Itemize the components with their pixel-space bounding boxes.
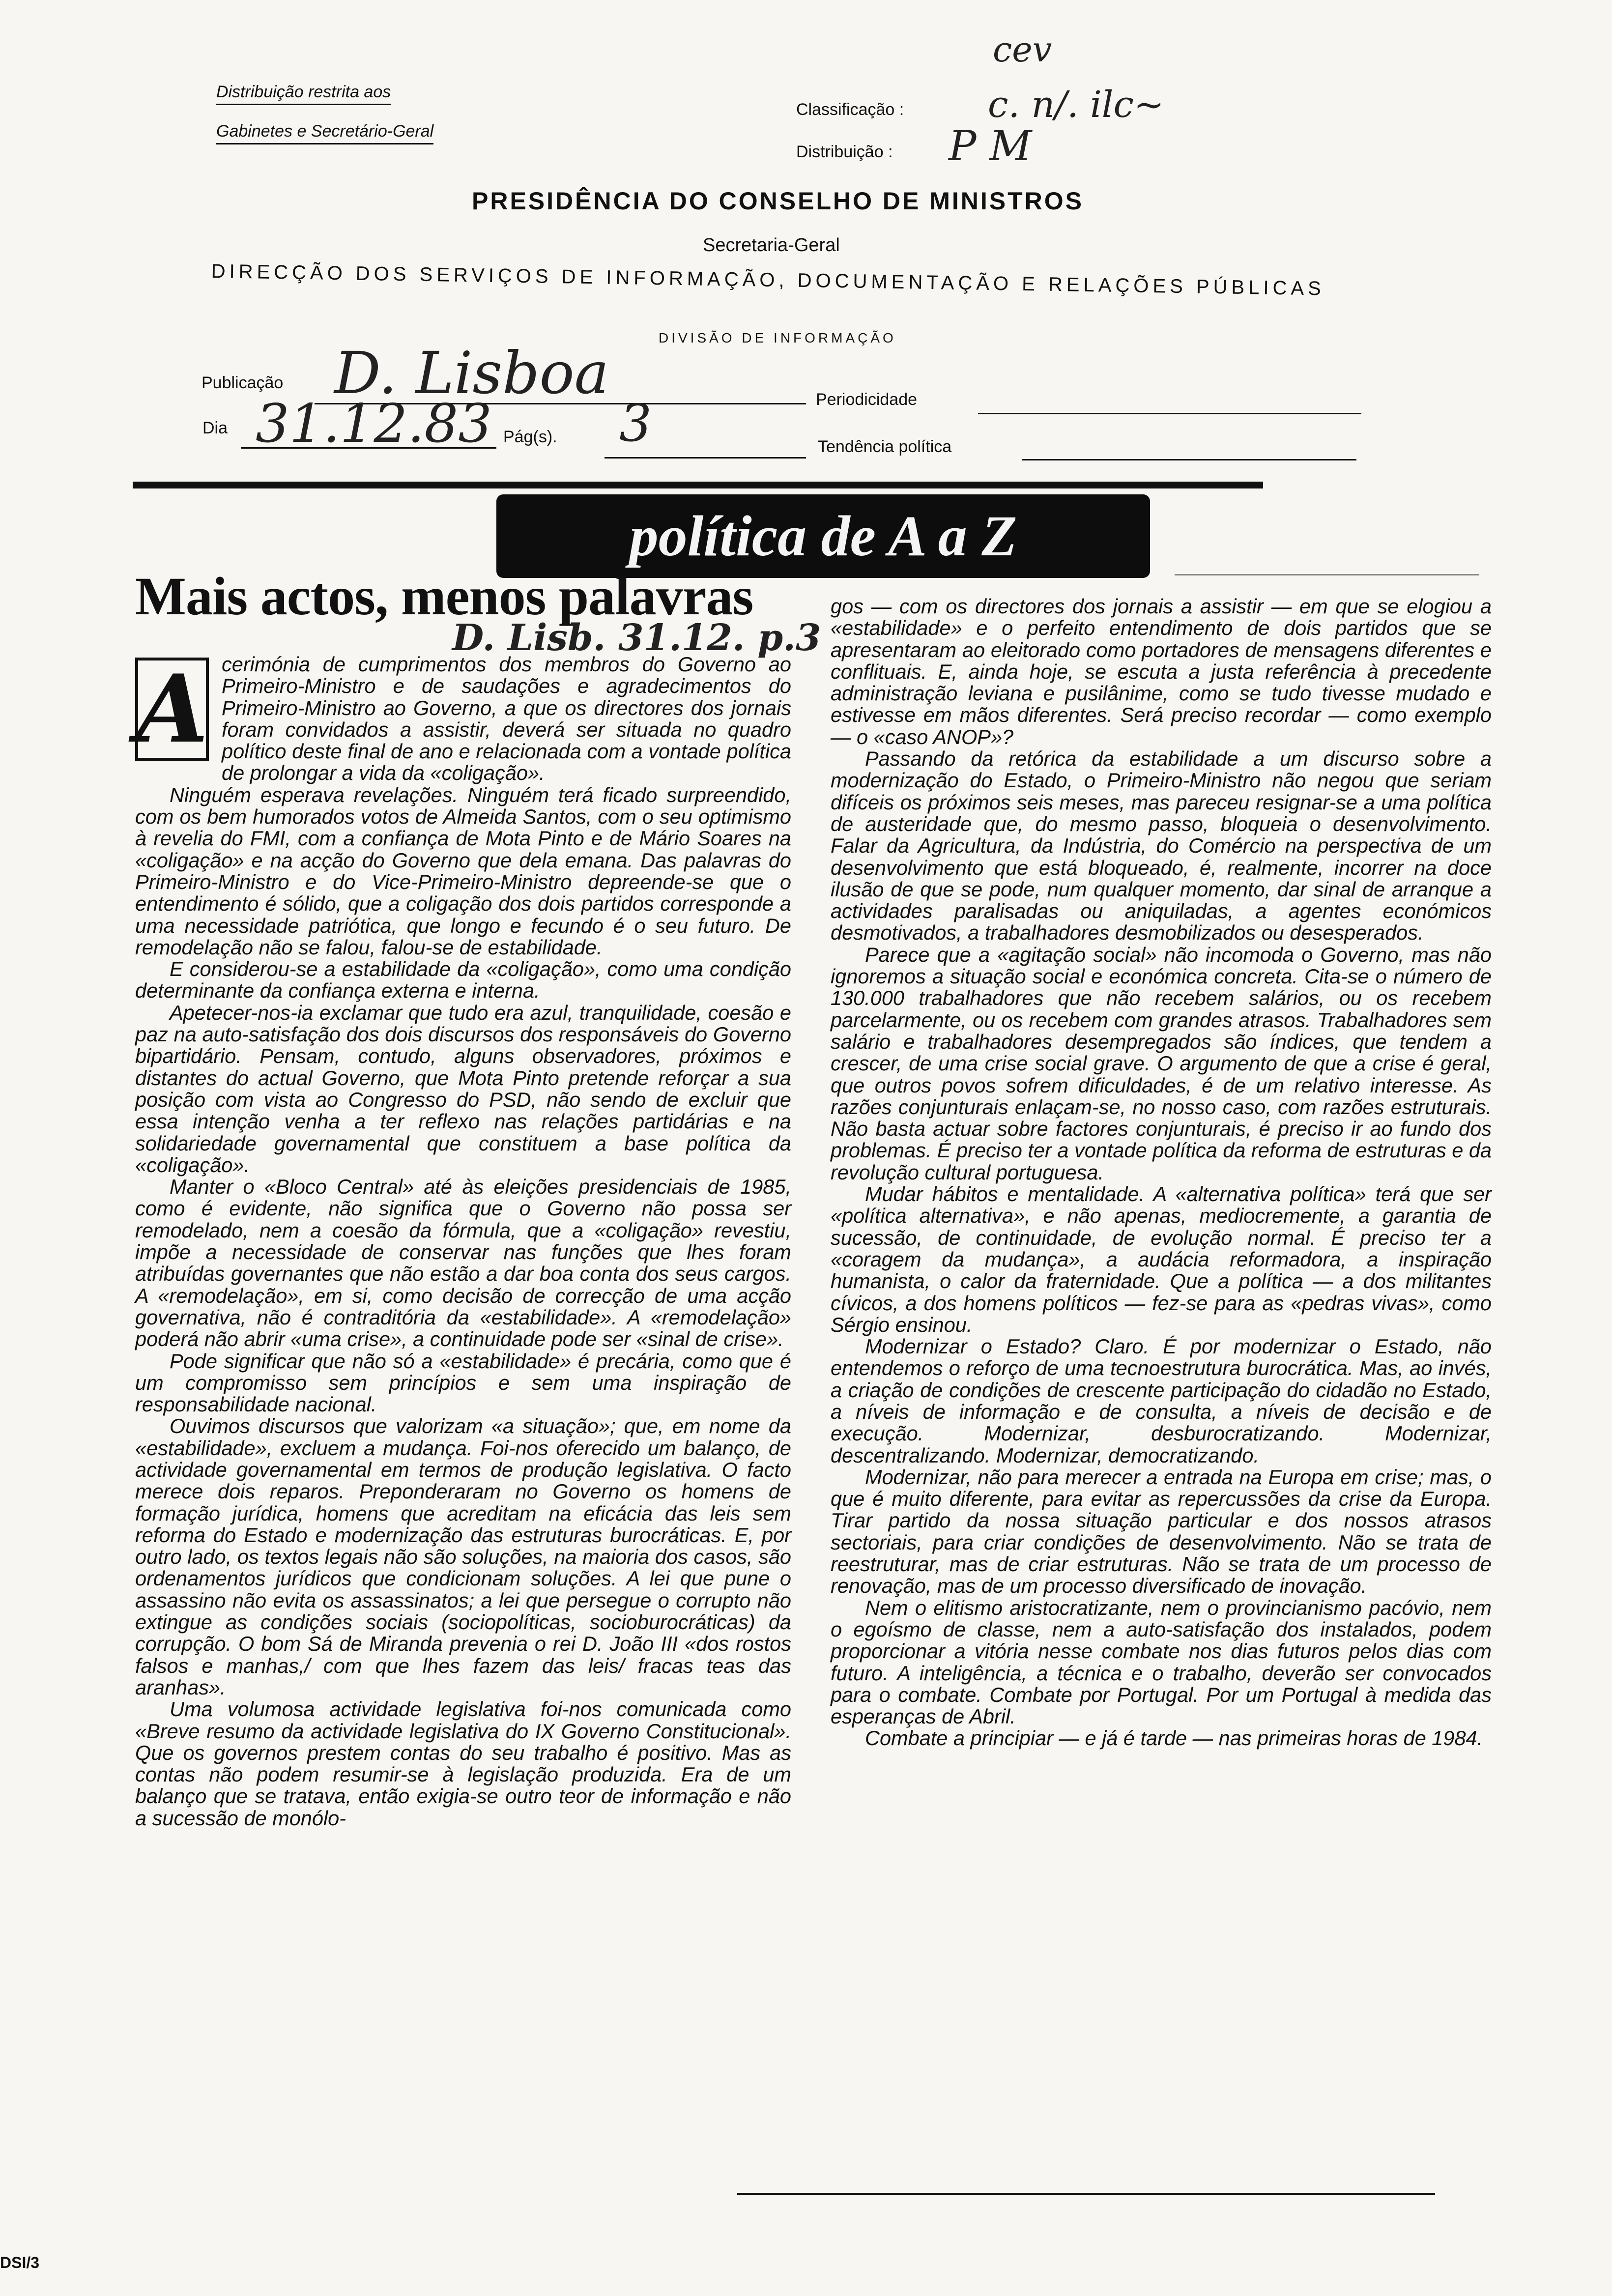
distribuicao-label: Distribuição : xyxy=(796,143,893,161)
headline-annotation: D. Lisb. 31.12. p.3 xyxy=(452,617,821,659)
pags-label: Pág(s). xyxy=(503,428,557,446)
left-paragraph: Uma volumosa actividade legislativa foi-nos comunicada como «Breve resumo da actividade legislativa do IX Governo Constitucional». Que os governos prestem contas do seu trabalho é positivo. Mas as contas não podem resumir-se à legislação produzida. Era de um balanço que se tratava, então exigia-se outro teor de informação e não a sucessão de monólo- xyxy=(135,1697,791,1830)
distribuicao-value: P M xyxy=(949,122,1032,170)
right-paragraph: Parece que a «agitação social» não incomoda o Governo, mas não ignoremos a situação social e económica concreta. Cita-se o número de 130.000 trabalhadores que não recebem salários, ou os recebem parcelarmente, ou os recebem com grandes atrasos. Trabalhadores sem salário e trabalhadores desempregados são índices, que tendem a crescer, de uma crise social grave. O argumento de que a crise é geral, que outros povos sofrem dificuldades, é de um relativo interesse. As razões conjunturais enlaçam-se, no nosso caso, com razões estruturais. Não basta actuar sobre factores conjunturais, é preciso ir ao fundo dos problemas. É preciso ter a vontade política da reforma de estruturas e da revolução cultural portuguesa. xyxy=(831,943,1492,1184)
pags-value: 3 xyxy=(619,393,652,453)
dia-label: Dia xyxy=(202,419,228,437)
right-paragraph: Modernizar o Estado? Claro. É por modernizar o Estado, não entendemos o reforço de uma tecnoestrutura burocrática. Mas, ao invés, a criação de condições de crescente participação do cidadão no Estado, a níveis de informação e de consulta, a níveis de decisão e de execução. Modernizar, desburocratizando. Modernizar, descentralizando. Modernizar, democratizando. xyxy=(831,1335,1492,1467)
publicacao-label: Publicação xyxy=(202,373,284,392)
section-banner: política de A a Z xyxy=(496,494,1150,578)
dia-line xyxy=(241,447,496,449)
tendencia-line xyxy=(1022,459,1356,460)
right-paragraph: Modernizar, não para merecer a entrada na Europa em crise; mas, o que é muito diferente, para evitar as repercussões da crise da Europa. Tirar partido da nossa situação particular e dos nossos atrasos sectoriais, para criar condições de desenvolvimento. Não se trata de reestruturar, mas de criar estruturas. Não se trata de um processo de renovação, mas de um processo diversificado de inovação. xyxy=(831,1465,1492,1598)
article-left-column xyxy=(135,654,791,1829)
right-paragraph: Nem o elitismo aristocratizante, nem o provincianismo pacóvio, nem o egoísmo de classe, nem a auto-satisfação dos instalados, podem proporcionar a vitória nesse combate nos dias futuros pelos dias com futuro. A inteligência, a técnica e o trabalho, deverão ser convocados para o combate. Combate por Portugal. Por um Portugal à medida das esperanças de Abril. xyxy=(831,1596,1492,1728)
right-paragraph: gos — com os directores dos jornais a assistir — em que se elogiou a «estabilidade» e o perfeito entendimento de dois partidos que se apresentaram ao eleitorado como portadores de mensagens diferentes e conflituais. E, ainda hoje, se escuta a justa referência à precedente administração leviana e pusilânime, como se tudo tivesse mudado e estivesse em mãos diferentes. Será preciso recordar — como exemplo — o «caso ANOP»? xyxy=(831,595,1492,748)
org-division: DIVISÃO DE INFORMAÇÃO xyxy=(659,330,896,345)
right-paragraph: Passando da retórica da estabilidade a um discurso sobre a modernização do Estado, o Primeiro-Ministro não negou que seriam difíceis os próximos seis meses, mas pareceu resignar-se a uma política de austeridade que, do mesmo passo, bloqueia o desenvolvimento. Falar da Agricultura, da Indústria, do Comércio na perspectiva de um desenvolvimento que está bloqueado, é, realmente, incorrer na doce ilusão de que se pode, num qualquer momento, dar sinal de arranque a actividades paralisadas ou aniquiladas, a agentes económicos desmotivados, a trabalhadores desmobilizados ou desesperados. xyxy=(831,747,1492,945)
publicacao-value: D. Lisboa xyxy=(334,339,609,407)
left-paragraph: cerimónia de cumprimentos dos membros do Governo ao Primeiro-Ministro e de saudações e agradecimentos do Primeiro-Ministro ao Governo, a que os directores dos jornais foram convidados a assistir, deverá ser situada no quadro político deste final de ano e relacionada com a vontade política de prolongar a vida da «coligação». xyxy=(222,653,791,785)
article-headline: Mais actos, menos palavras xyxy=(135,566,753,626)
footer-code: DSI/3 xyxy=(0,2254,40,2271)
left-paragraph: Ouvimos discursos que valorizam «a situação»; que, em nome da «estabilidade», excluem a mudança. Foi-nos oferecido um balanço, de actividade governamental em termos de produção legislativa. O facto merece dois reparos. Preponderaram no Governo os homens de formação jurídica, homens que acreditam na eficácia das leis sem reforma do Estado e modernização das estruturas burocráticas. E, por outro lado, os textos legais não são soluções, na maioria dos casos, são ordenamentos jurídicos que condicionam soluções. A lei que pune o assassino não evita os assassinatos; a lei que persegue o corrupto não extingue as condições sociais (sociopolíticas, socioburocráticas) da corrupção. O bom Sá de Miranda prevenia o rei D. João III «dos rostos falsos e manhas,/ com que lhes fazem das leis/ fracas teas das aranhas». xyxy=(135,1414,791,1699)
classificacao-label: Classificação : xyxy=(796,100,904,119)
periodicidade-label: Periodicidade xyxy=(816,390,918,409)
restriction-line-2: Gabinetes e Secretário-Geral xyxy=(216,122,433,144)
classificacao-value: c. n/. ilc~ xyxy=(988,84,1164,126)
bottom-rule xyxy=(737,2193,1435,2195)
left-paragraph: Pode significar que não só a «estabilidade» é precária, como que é um compromisso sem princípios e sem uma inspiração de responsabilidade nacional. xyxy=(135,1349,791,1416)
left-paragraph: Manter o «Bloco Central» até às eleições presidenciais de 1985, como é evidente, não significa que o Governo não possa ser remodelado, nem a coesão da fórmula, que a «coligação» revestiu, impõe a necessidade de conservar nas funções que lhes foram atribuídas governantes que não estão a dar boa conta dos seus cargos. A «remodelação», em si, como decisão de correcção de uma acção governativa, não é contraditória da «estabilidade». A «remodelação» poderá não abrir «uma crise», a continuidade pode ser «sinal de crise». xyxy=(135,1175,791,1351)
right-paragraph: Combate a principiar — e já é tarde — nas primeiras horas de 1984. xyxy=(865,1726,1483,1750)
dia-value: 31.12.83 xyxy=(256,393,492,455)
left-paragraph: E considerou-se a estabilidade da «coligação», como uma condição determinante da confiança externa e interna. xyxy=(135,957,791,1003)
banner-thin-rule xyxy=(1175,574,1479,575)
left-paragraph: Ninguém esperava revelações. Ninguém terá ficado surpreendido, com os bem humorados votos de Almeida Santos, com o seu optimismo à revelia do FMI, com a confiança de Mota Pinto e de Mário Soares na «coligação» e na acção do Governo que dela emana. Das palavras do Primeiro-Ministro e do Vice-Primeiro-Ministro depreende-se que o entendimento é sólido, que a coligação dos dois partidos corresponde a uma necessidade patriótica, que longo e fecundo é o seu futuro. De remodelação não se falou, falou-se de estabilidade. xyxy=(135,783,791,959)
article-right-column xyxy=(831,596,1492,1750)
left-paragraph: Apetecer-nos-ia exclamar que tudo era azul, tranquilidade, coesão e paz na auto-satisfação dos dois discursos dos responsáveis do Governo bipartidário. Pensam, contudo, alguns observadores, próximos e distantes do actual Governo, que Mota Pinto pretende reforçar a sua posição com vista ao Congresso do PSD, não sendo de excluir que essa intenção venha a ter reflexo nas relações partidárias e na solidariedade governamental que constituem a base política da «coligação». xyxy=(135,1001,791,1177)
periodicidade-line xyxy=(978,413,1361,414)
pags-line xyxy=(604,457,806,459)
org-direction: DIRECÇÃO DOS SERVIÇOS DE INFORMAÇÃO, DOCUMENTAÇÃO E RELAÇÕES PÚBLICAS xyxy=(211,260,1325,300)
restriction-line-1: Distribuição restrita aos xyxy=(216,83,391,105)
header-rule xyxy=(133,482,1263,488)
dropcap-letter: A xyxy=(136,654,208,764)
handwritten-note-top: cev xyxy=(993,29,1052,70)
org-secretaria: Secretaria-Geral xyxy=(703,235,840,256)
org-main-title: PRESIDÊNCIA DO CONSELHO DE MINISTROS xyxy=(472,187,1084,215)
right-paragraph: Mudar hábitos e mentalidade. A «alternativa política» terá que ser «política alternativa», e não apenas, mediocremente, a garantia de sucessão, de continuidade, de evolução normal. É preciso ter a «coragem da mudança», a audácia reformadora, a inspiração humanista, o calor da fraternidade. Que a política — a dos militantes cívicos, a dos homens políticos — fez-se para as «pedras vivas», como Sérgio ensinou. xyxy=(831,1182,1492,1336)
tendencia-label: Tendência política xyxy=(818,437,952,456)
